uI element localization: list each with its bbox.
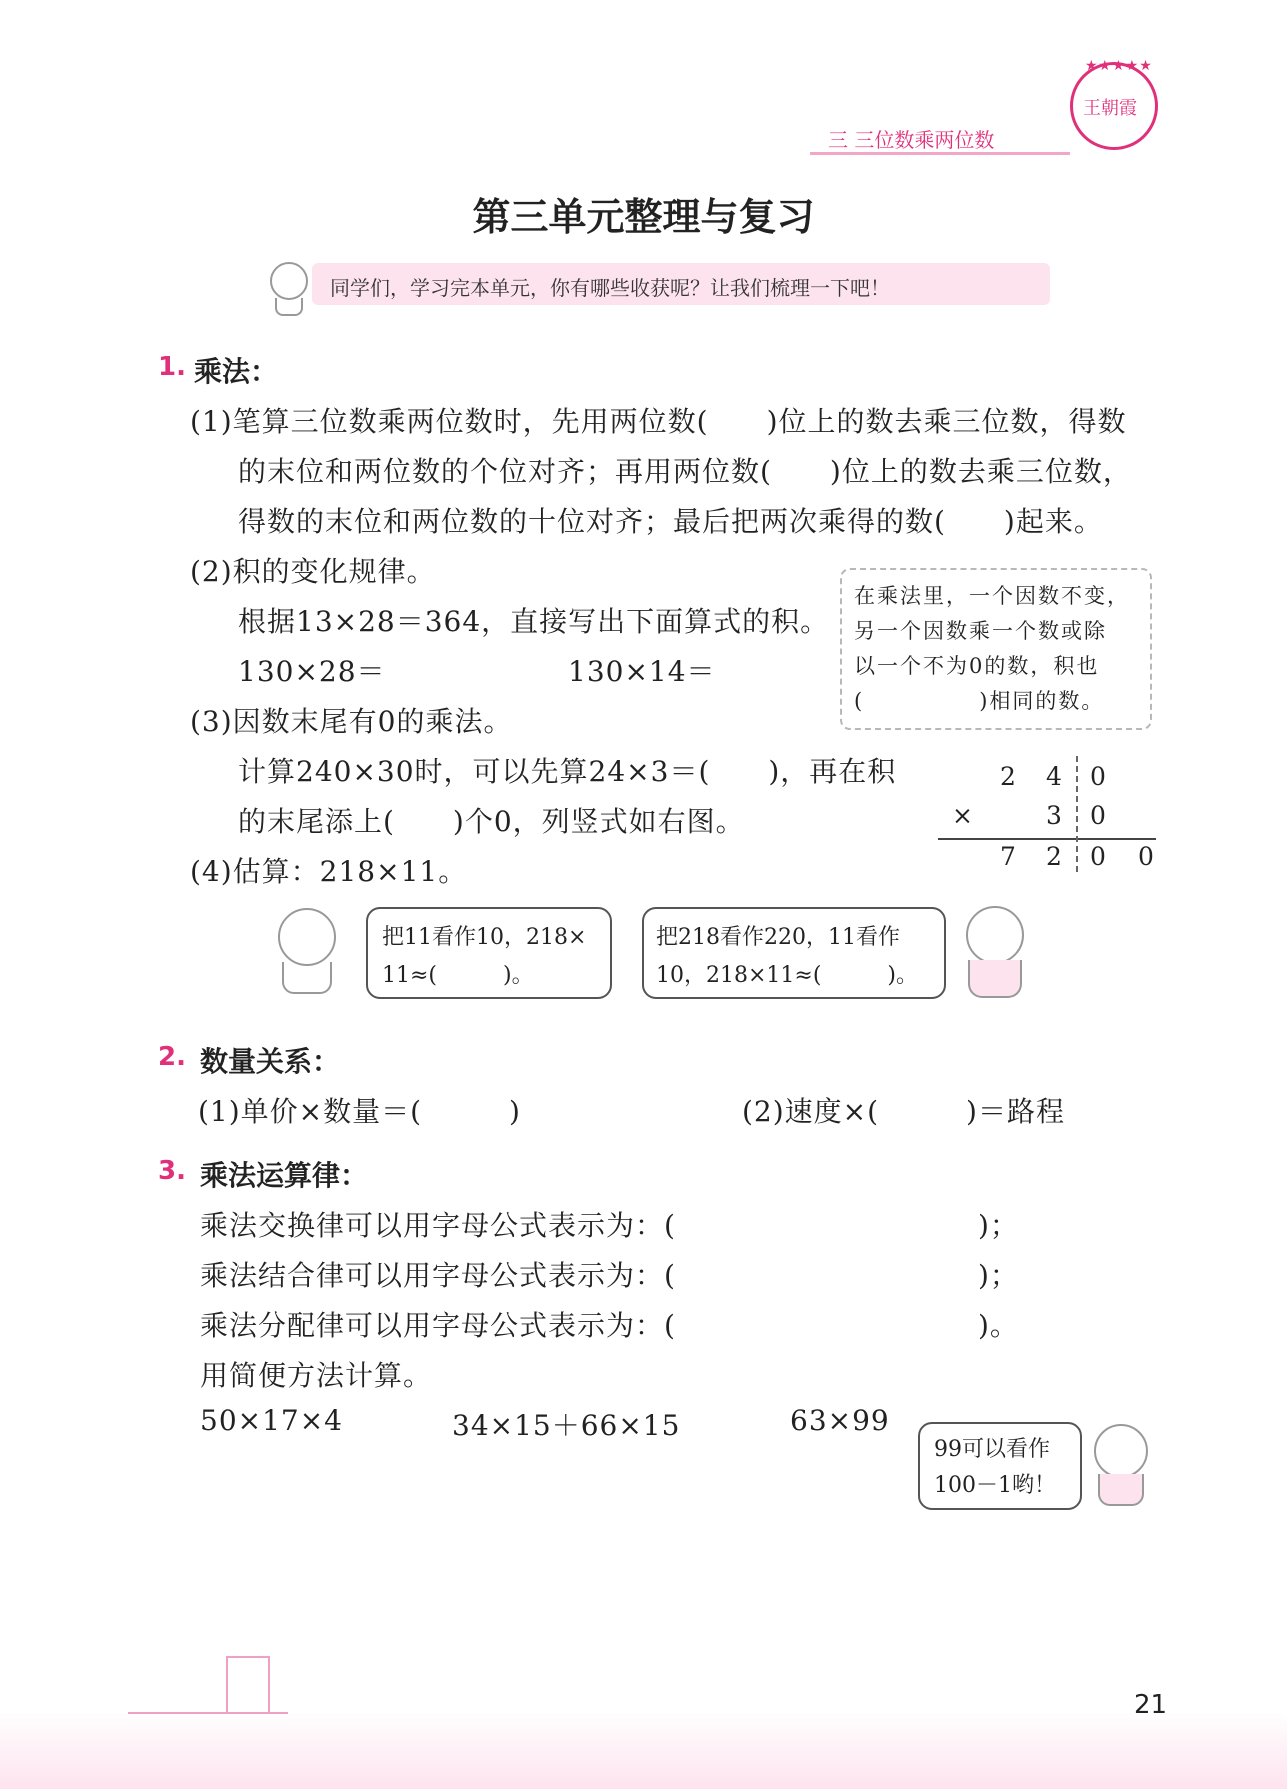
s3-expr-1: 50×17×4 <box>200 1404 343 1437</box>
rule-tip-line: 以一个不为0的数，积也 <box>854 654 1100 678</box>
section-2-heading: 数量关系： <box>200 1045 341 1078</box>
student-illustration-body <box>275 298 303 316</box>
s1-p3-line2: 计算240×30时，可以先算24×3＝( )，再在积 <box>238 755 897 788</box>
bubble-left-line: 把11看作10，218× <box>382 925 587 950</box>
page-number: 21 <box>1134 1690 1168 1720</box>
s1-p2-line2: 根据13×28＝364，直接写出下面算式的积。 <box>238 605 830 638</box>
rabbit-illustration-body <box>1098 1474 1144 1506</box>
rule-tip-line: ( )相同的数。 <box>854 689 1105 713</box>
girl-illustration-body <box>968 960 1022 998</box>
s3-expr-3: 63×99 <box>790 1404 890 1437</box>
s1-p2-expr2: 130×14＝ <box>568 655 716 688</box>
vertical-digit: 0 <box>1090 762 1106 791</box>
s3-expr-2: 34×15＋66×15 <box>452 1409 681 1442</box>
s2-question-1: (1)单价×数量＝( ) <box>198 1095 521 1128</box>
hint-line: 100－1哟！ <box>934 1473 1056 1498</box>
s1-p1-line1: (1)笔算三位数乘两位数时，先用两位数( )位上的数去乘三位数，得数 <box>190 405 1127 438</box>
vertical-operator: × <box>952 801 973 830</box>
rabbit-illustration <box>1094 1424 1148 1478</box>
bubble-right-line: 把218看作220，11看作 <box>656 925 900 950</box>
vertical-digit: 0 <box>1090 842 1106 871</box>
footer-band <box>0 1712 1287 1789</box>
section-1-number: 1. <box>158 352 186 382</box>
vertical-divider <box>1076 756 1078 872</box>
s3-line-2-end: )； <box>978 1259 1019 1292</box>
s3-line-3-end: )。 <box>978 1309 1019 1342</box>
rule-tip-line: 另一个因数乘一个数或除 <box>854 619 1107 643</box>
s1-p1-line2: 的末位和两位数的个位对齐；再用两位数( )位上的数去乘三位数， <box>238 455 1132 488</box>
section-3-heading: 乘法运算律： <box>200 1159 369 1192</box>
seal-text: 王朝霞 <box>1083 98 1137 119</box>
s1-p4: (4)估算：218×11。 <box>190 855 468 888</box>
hint-line: 99可以看作 <box>934 1437 1050 1462</box>
s1-p2-expr1: 130×28＝ <box>238 655 386 688</box>
vertical-digit: 0 <box>1090 801 1106 830</box>
rule-tip-line: 在乘法里，一个因数不变， <box>854 584 1130 608</box>
boy-illustration <box>278 908 336 966</box>
header-divider <box>810 152 1070 155</box>
s2-question-2: (2)速度×( )＝路程 <box>742 1095 1065 1128</box>
s3-line-2: 乘法结合律可以用字母公式表示为：( <box>200 1259 676 1292</box>
vertical-digit: 2 <box>1000 762 1016 791</box>
chapter-header: 三 三位数乘两位数 <box>828 128 995 152</box>
s1-p2-line1: (2)积的变化规律。 <box>190 555 436 588</box>
s3-line-3: 乘法分配律可以用字母公式表示为：( <box>200 1309 676 1342</box>
vertical-digit: 7 <box>1000 842 1016 871</box>
s1-p3-line3: 的末尾添上( )个0，列竖式如右图。 <box>238 805 745 838</box>
s1-p3-line1: (3)因数末尾有0的乘法。 <box>190 705 513 738</box>
boy-illustration-body <box>282 962 332 994</box>
s3-line-4: 用简便方法计算。 <box>200 1359 433 1392</box>
vertical-digit: 4 <box>1046 762 1062 791</box>
section-3-number: 3. <box>158 1156 186 1186</box>
s1-p1-line3: 得数的末位和两位数的十位对齐；最后把两次乘得的数( )起来。 <box>238 505 1103 538</box>
section-2-number: 2. <box>158 1042 186 1072</box>
footer-building-icon <box>226 1656 270 1714</box>
seal-stars: ★★★★★ <box>1085 58 1153 74</box>
bubble-left-line: 11≈( )。 <box>382 963 534 988</box>
girl-illustration <box>966 906 1024 964</box>
vertical-digit: 2 <box>1046 842 1062 871</box>
page-title: 第三单元整理与复习 <box>472 195 815 239</box>
vertical-digit: 0 <box>1138 842 1154 871</box>
section-1-heading: 乘法： <box>194 355 279 388</box>
vertical-digit: 3 <box>1046 801 1062 830</box>
s3-line-1: 乘法交换律可以用字母公式表示为：( <box>200 1209 676 1242</box>
bubble-right-line: 10，218×11≈( )。 <box>656 963 919 988</box>
s3-line-1-end: )； <box>978 1209 1019 1242</box>
intro-text: 同学们，学习完本单元，你有哪些收获呢？让我们梳理一下吧！ <box>330 276 890 300</box>
vertical-rule <box>938 838 1156 840</box>
student-illustration <box>270 262 308 300</box>
